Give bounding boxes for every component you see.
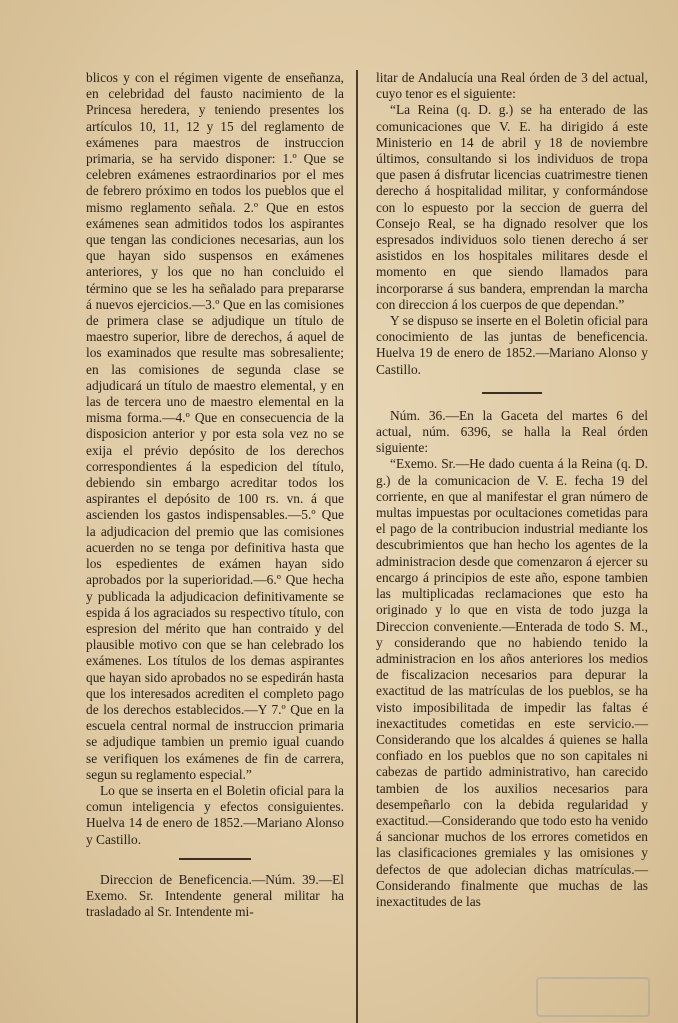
section-divider bbox=[179, 858, 251, 860]
publication-note: Lo que se inserta en el Boletin oficial para la comun inteligencia y efectos consiguientes. Huelva 14 de enero de 1852.—Mariano Alonso y Castillo. bbox=[86, 782, 344, 847]
royal-order-intro: litar de Andalucía una Real órden de 3 del actual, cuyo tenor es el siguiente: bbox=[376, 70, 648, 102]
library-stamp-watermark bbox=[536, 977, 650, 1017]
publication-note-2: Y se dispuso se inserte en el Boletin oficial para conocimiento de las juntas de beneficencia. Huelva 19 de enero de 1852.—Mariano Alonso y Castillo. bbox=[376, 313, 648, 377]
left-column bbox=[86, 70, 344, 920]
tax-order-text: “Exemo. Sr.—He dado cuenta á la Reina (q. D. g.) de la comunicacion de V. E. fecha 19 del corriente, en que al manifestar el gran número de multas impuestas por ocultaciones cometidas para el pago de la contribucion industrial mediante los descubrimientos que han hecho los agentes de la administracion desde que comenzaron á ejercer su encargo á principios de este año, espone tambien las multiplicadas reclamaciones que esto ha originado y lo que en vista de todo juzga la Direccion conveniente.—Enterada de todo S. M., y considerando que no habiendo tenido la administracion en los años anteriores los medios de fiscalizacion necesarios para depurar la exactitud de las matrículas de los pueblos, se ha visto imposibilitada de impedir las faltas é inexactitudes cometidas en este servicio.—Considerando que los alcaldes á quienes se halla confiado en los pueblos que no son capitales ni cabezas de partido administrativo, han carecido tambien de los auxilios necesarios para desempeñarlo con la debida regularidad y exactitud.—Considerando que todo esto ha venido á sancionar muchos de los errores cometidos en las clasificaciones gremiales y las omisiones y defectos de que adolecian dichas matrículas.—Considerando finalmente que muchas de las inexactitudes de las bbox=[376, 456, 648, 909]
column-rule bbox=[356, 70, 358, 1023]
gazette-notice: Núm. 36.—En la Gaceta del martes 6 del actual, núm. 6396, se halla la Real órden siguiente: bbox=[376, 407, 648, 456]
decree-continuation: blicos y con el régimen vigente de enseñanza, en celebridad del fausto nacimiento de la Princesa heredera, y teniendo presentes los artículos 10, 11, 12 y 15 del reglamento de exámenes para maestros de instruccion primaria, se ha servido disponer: 1.º Que se celebren exámenes estraordinarios por el mes de febrero próximo en todos los pueblos que el mismo reglamento señala. 2.º Que en estos exámenes sean admitidos todos los aspirantes que tengan las condiciones necesarias, aun los que hayan sido suspensos en exámenes anteriores, y los que no han concluido el término que se les ha señalado para prepararse á nuevos ejercicios.—3.º Que en las comisiones de primera clase se adjudique un título de maestro superior, libre de derechos, á aquel de los examinados que resulte mas sobresaliente; en las comisiones de segunda clase se adjudicará un título de maestro elemental, y en las de tercera uno de maestro elemental en la misma forma.—4.º Que en consecuencia de la disposicion anterior y por esta sola vez no se exija el prévio depósito de los derechos correspondientes á la espedicion del título, debiendo sin embargo acreditar todos los aspirantes el depósito de 100 rs. vn. á que ascienden los gastos indispensables.—5.º Que la adjudicacion del premio que las comisiones acuerden no se tenga por definitiva hasta que los espedientes de exámen hayan sido aprobados por la superioridad.—6.º Que hecha y publicada la adjudicacion definitivamente se espida á los agraciados su respectivo título, con espresion del mérito que han contraido y del plausible motivo con que se han celebrado los exámenes. Los títulos de los demas aspirantes que hayan sido aprobados no se espedirán hasta que los interesados acrediten el completo pago de los derechos establecidos.—Y 7.º Que en la escuela central normal de instruccion primaria se adjudique tambien un premio igual cuando se verifiquen los exámenes de fin de carrera, segun su reglamento especial.” bbox=[86, 70, 344, 782]
right-column bbox=[376, 70, 648, 910]
section-divider-2 bbox=[482, 392, 542, 394]
beneficence-notice: Direccion de Beneficencia.—Núm. 39.—El Exemo. Sr. Intendente general militar ha trasladado al Sr. Intendente mi- bbox=[86, 871, 344, 920]
royal-order-text: “La Reina (q. D. g.) se ha enterado de las comunicaciones que V. E. ha dirigido á este Ministerio en 14 de abril y 18 de noviembre últimos, consultando si los individuos de tropa que pasen á disfrutar licencias cuatrimestre tienen derecho á hospitalidad militar, y conformándose con lo espuesto por la seccion de guerra del Consejo Real, se ha dignado resolver que los espresados individuos solo tienen derecho á ser asistidos en los hospitales militares desde el momento en que siendo llamados para incorporarse á sus bandera, emprendan la marcha con direccion á los cuerpos de que dependan.” bbox=[376, 102, 648, 312]
